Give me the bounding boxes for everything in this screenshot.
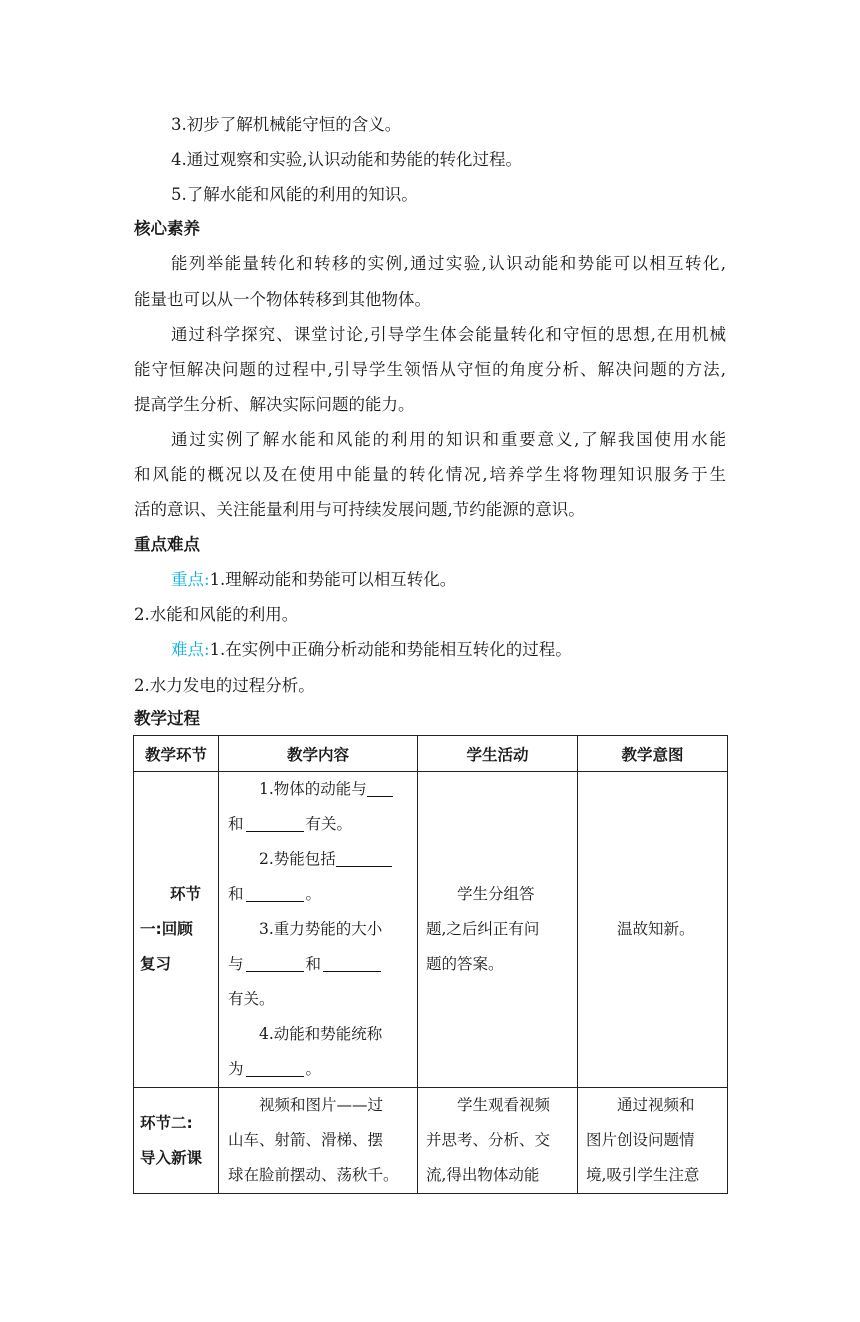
- intent-line: 温故知新。: [617, 920, 695, 938]
- core-literacy-p3-line3: 活的意识、关注能量利用与可持续发展问题,节约能源的意识。: [134, 500, 585, 519]
- core-literacy-p3-line1: 通过实例了解水能和风能的利用的知识和重要意义,了解我国使用水能: [171, 430, 726, 449]
- activity-line: 并思考、分析、交: [426, 1131, 551, 1149]
- core-literacy-p1-line2: 能量也可以从一个物体转移到其他物体。: [134, 290, 431, 309]
- content-line: 3.重力势能的大小: [259, 920, 383, 938]
- content-text: 与: [228, 955, 244, 973]
- intent-cell: [578, 1088, 728, 1194]
- content-line: [228, 1052, 417, 1087]
- content-line: 有关。: [228, 990, 275, 1008]
- content-text: 和: [305, 955, 322, 973]
- content-line: [228, 807, 417, 842]
- content-text: 为: [228, 1060, 244, 1078]
- table-row: [134, 772, 728, 1088]
- column-header-activity: 学生活动: [418, 736, 578, 772]
- fill-blank: [323, 955, 381, 972]
- activity-line: 学生观看视频: [457, 1096, 551, 1114]
- stage-label-line: 环节: [170, 885, 202, 903]
- stage-label-line: 一:回顾: [140, 920, 193, 938]
- focus-line-1: [171, 570, 456, 590]
- intent-cell: [578, 772, 728, 1088]
- content-line: 视频和图片——过: [259, 1096, 384, 1114]
- content-text: 。: [305, 885, 322, 903]
- stage-cell: [134, 1088, 219, 1194]
- content-text: 。: [305, 1060, 322, 1078]
- content-cell: [219, 772, 418, 1088]
- content-line: [228, 772, 417, 807]
- fill-blank: [336, 850, 392, 867]
- content-line: [228, 947, 417, 982]
- stage-label-line: 环节二:: [140, 1113, 193, 1132]
- core-literacy-p2-line2: 能守恒解决问题的过程中,引导学生领悟从守恒的角度分析、解决问题的方法,: [134, 360, 726, 379]
- stage-label-line: 导入新课: [140, 1148, 203, 1167]
- difficulty-item-2: 2.水力发电的过程分析。: [134, 676, 315, 695]
- fill-blank: [246, 1060, 304, 1077]
- content-text: 和: [228, 885, 244, 903]
- content-text: 2.势能包括: [259, 850, 336, 868]
- teaching-process-table: [133, 735, 728, 1194]
- table-header-row: [134, 736, 728, 772]
- focus-item-2: 2.水能和风能的利用。: [134, 605, 299, 624]
- column-header-content: 教学内容: [219, 736, 418, 772]
- core-literacy-p3-line2: 和风能的概况以及在使用中能量的转化情况,培养学生将物理知识服务于生: [134, 465, 726, 484]
- fill-blank: [246, 955, 304, 972]
- key-points-heading: 重点难点: [134, 535, 200, 554]
- difficulty-label: 难点:: [171, 640, 210, 659]
- stage-label-line: 复习: [140, 955, 172, 973]
- activity-line: 题,之后纠正有问: [426, 920, 540, 938]
- activity-line: 流,得出物体动能: [426, 1166, 540, 1184]
- intent-line: 境,吸引学生注意: [586, 1166, 700, 1184]
- activity-line: 题的答案。: [426, 955, 504, 973]
- content-text: 有关。: [305, 815, 353, 833]
- fill-blank: [246, 815, 304, 832]
- content-line: [228, 842, 417, 877]
- column-header-intent: 教学意图: [578, 736, 728, 772]
- intent-line: 通过视频和: [617, 1096, 695, 1114]
- content-line: [228, 877, 417, 912]
- column-header-stage: 教学环节: [134, 736, 219, 772]
- focus-item-1: 1.理解动能和势能可以相互转化。: [209, 570, 457, 589]
- intent-line: 图片创设问题情: [586, 1131, 695, 1149]
- objective-item-3: 3.初步了解机械能守恒的含义。: [171, 115, 402, 134]
- stage-cell: [134, 772, 219, 1088]
- content-cell: [219, 1088, 418, 1194]
- core-literacy-p1-line1: 能列举能量转化和转移的实例,通过实验,认识动能和势能可以相互转化,: [171, 254, 726, 273]
- content-line: 球在脸前摆动、荡秋千。: [228, 1166, 399, 1184]
- focus-label: 重点:: [171, 570, 210, 589]
- core-literacy-p2-line3: 提高学生分析、解决实际问题的能力。: [134, 395, 415, 414]
- activity-cell: [418, 772, 578, 1088]
- objective-item-5: 5.了解水能和风能的利用的知识。: [171, 185, 418, 204]
- content-line: 4.动能和势能统称: [259, 1025, 383, 1043]
- activity-cell: [418, 1088, 578, 1194]
- core-literacy-p2-line1: 通过科学探究、课堂讨论,引导学生体会能量转化和守恒的思想,在用机械: [171, 325, 726, 344]
- content-text: 1.物体的动能与: [259, 780, 367, 798]
- fill-blank: [367, 780, 393, 797]
- fill-blank: [246, 885, 304, 902]
- activity-line: 学生分组答: [457, 885, 535, 903]
- objective-item-4: 4.通过观察和实验,认识动能和势能的转化过程。: [171, 150, 522, 169]
- difficulty-item-1: 1.在实例中正确分析动能和势能相互转化的过程。: [209, 640, 572, 659]
- content-text: 和: [228, 815, 244, 833]
- table-row: [134, 1088, 728, 1194]
- difficulty-line-1: [171, 640, 572, 660]
- teaching-process-heading: 教学过程: [134, 709, 200, 728]
- core-literacy-heading: 核心素养: [134, 219, 200, 238]
- content-line: 山车、射箭、滑梯、摆: [228, 1131, 384, 1149]
